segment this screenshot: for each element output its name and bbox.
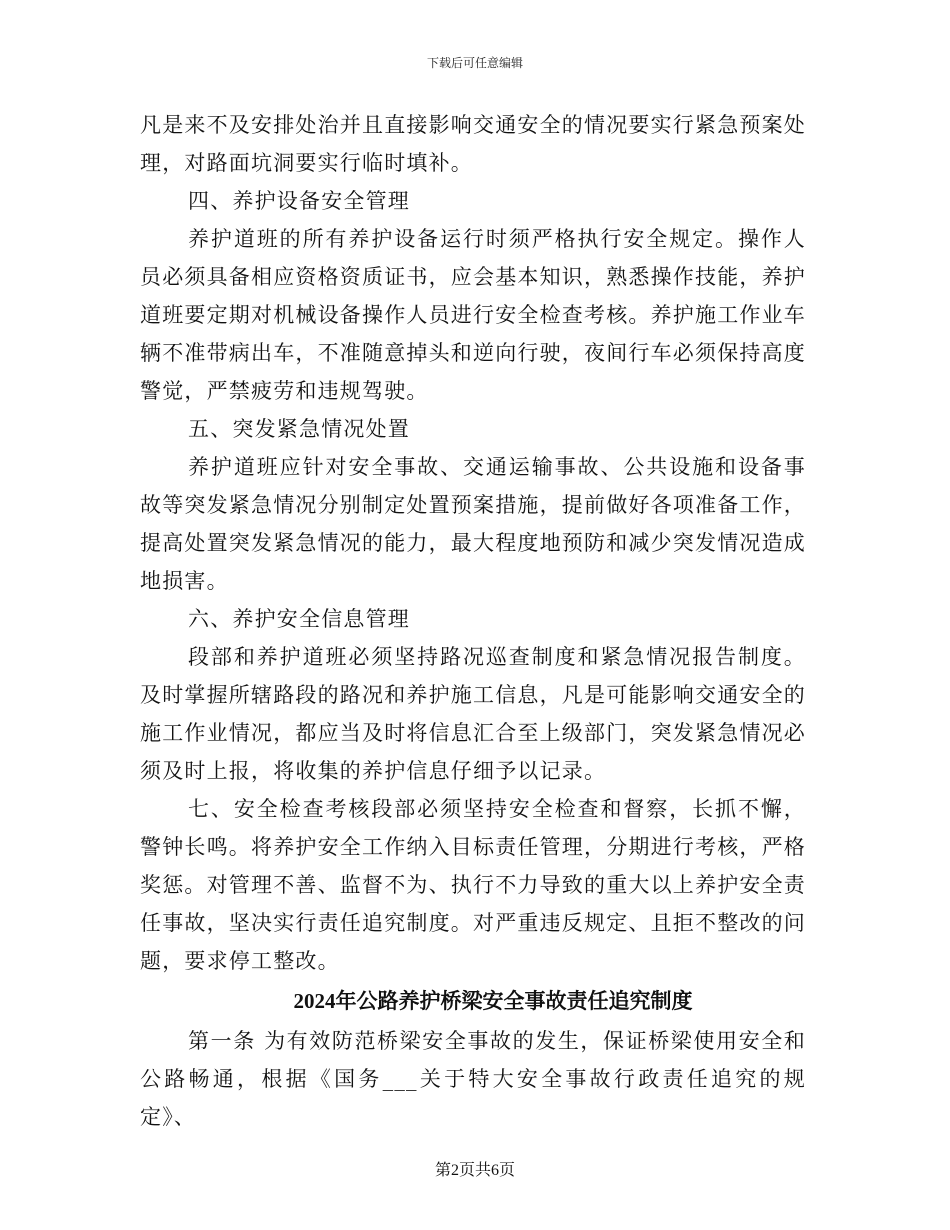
paragraph-equipment-safety: 养护道班的所有养护设备运行时须严格执行安全规定。操作人员必须具备相应资格资质证书，应会基本知识，熟悉操作技能，养护道班要定期对机械设备操作人员进行安全检查考核。养护施工作业车辆不准带病出车，不准随意掉头和逆向行驶，夜间行车必须保持高度警觉，严禁疲劳和违规驾驶。: [140, 227, 806, 403]
paragraph-article-1: 第一条 为有效防范桥梁安全事故的发生，保证桥梁使用安全和公路畅通，根据《国务___关于特大安全事故行政责任追究的规定》、: [140, 1029, 806, 1129]
document-title: 2024年公路养护桥梁安全事故责任追究制度: [293, 989, 693, 1013]
page-header: 下载后可任意编辑: [426, 56, 523, 70]
paragraph-continuation: 凡是来不及安排处治并且直接影响交通安全的情况要实行紧急预案处理，对路面坑洞要实行临时填补。: [140, 113, 806, 175]
page-footer: 第2页共6页: [434, 1162, 515, 1179]
paragraph-emergency-handling: 养护道班应针对安全事故、交通运输事故、公共设施和设备事故等突发紧急情况分别制定处置预案措施，提前做好各项准备工作，提高处置突发紧急情况的能力，最大程度地预防和减少突发情况造成地损害。: [140, 455, 806, 593]
paragraph-info-management: 段部和养护道班必须坚持路况巡查制度和紧急情况报告制度。及时掌握所辖路段的路况和养护施工信息，凡是可能影响交通安全的施工作业情况，都应当及时将信息汇合至上级部门，突发紧急情况必须及时上报，将收集的养护信息仔细予以记录。: [140, 645, 806, 783]
document-body: [140, 106, 806, 1136]
paragraph-inspection: 七、安全检查考核段部必须坚持安全检查和督察，长抓不懈，警钟长鸣。将养护安全工作纳入目标责任管理，分期进行考核，严格奖惩。对管理不善、监督不为、执行不力导致的重大以上养护安全责任事故，坚决实行责任追究制度。对严重违反规定、且拒不整改的问题，要求停工整改。: [140, 797, 806, 973]
section-heading-4: 四、养护设备安全管理: [188, 189, 410, 213]
section-heading-6: 六、养护安全信息管理: [188, 607, 410, 631]
section-heading-5: 五、突发紧急情况处置: [188, 417, 410, 441]
